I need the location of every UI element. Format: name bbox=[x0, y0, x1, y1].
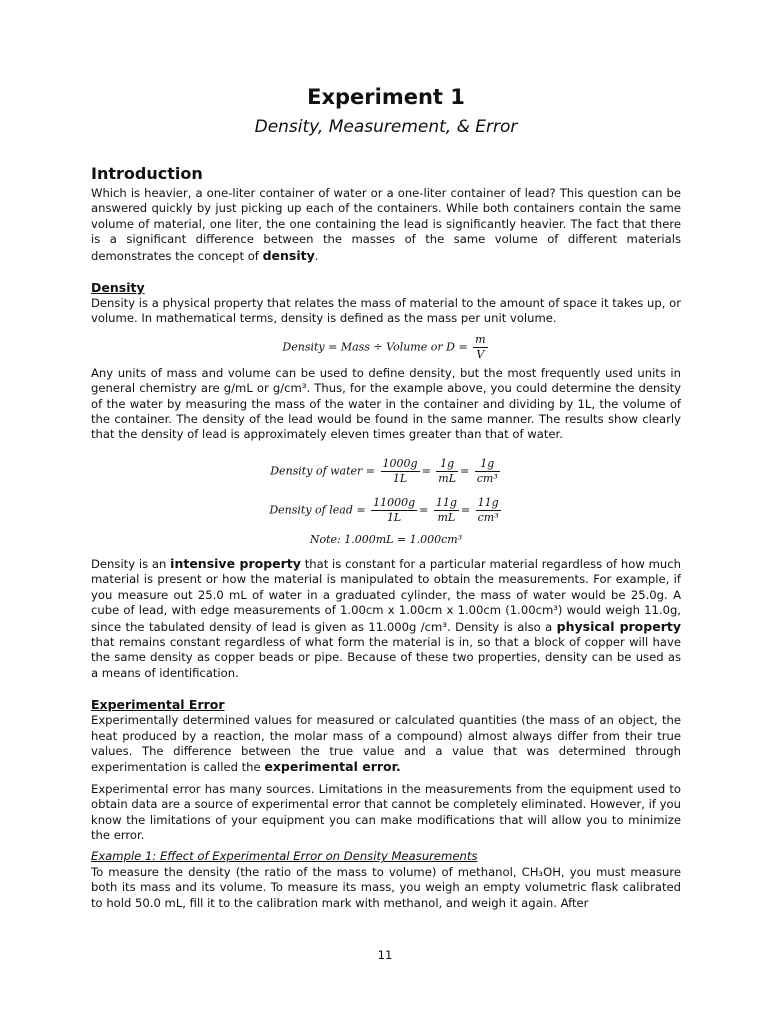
page-title: Experiment 1 bbox=[307, 85, 465, 109]
text-run: Density is an bbox=[91, 556, 171, 571]
density-formula-fraction bbox=[473, 333, 487, 362]
density-heading: Density bbox=[91, 280, 145, 296]
water-equation-label: Density of water = bbox=[270, 464, 376, 478]
water-fraction-2 bbox=[436, 457, 458, 486]
density-formula-left: Density = Mass ÷ Volume or D = bbox=[282, 340, 468, 354]
intro-paragraph bbox=[91, 186, 681, 264]
keyword-experimental-error: experimental error. bbox=[264, 759, 401, 775]
keyword-intensive-property: intensive property bbox=[170, 555, 301, 571]
intro-text-end: . bbox=[314, 248, 319, 263]
density-paragraph-3 bbox=[91, 556, 681, 681]
lead-fraction-1 bbox=[371, 496, 417, 525]
density-paragraph-1: Density is a physical property that relates the mass of material to the amount of space it takes up, or volume. In mathematical terms, density is defined as the mass per unit volume. bbox=[91, 296, 681, 326]
error-paragraph-2: Experimental error has many sources. Limitations in the measurements from the equipment used to obtain data are a source of experimental error that cannot be completely eliminated. However, if you know the limitations of your equipment you can make modifications that will allow you to minimize the error. bbox=[91, 781, 681, 842]
text-run: that remains constant regardless of what form the material is in, so that a block of copper will have the same density as copper beads or pipe. Because of these two properties, density can be used as a means of identification. bbox=[91, 634, 681, 680]
lead-fraction-2 bbox=[434, 496, 459, 525]
intro-keyword-density: density bbox=[262, 247, 315, 263]
error-paragraph-1 bbox=[91, 713, 681, 776]
fraction-numerator: 1g bbox=[436, 457, 458, 472]
lead-density-equation: Density of lead = $\frac{11000g}{1L}$ = $\frac{11g}{mL}$ = $\frac{11g}{\text{cm³}}$ bbox=[269, 495, 499, 524]
fraction-denominator: 1L bbox=[386, 510, 402, 524]
fraction-denominator: V bbox=[476, 347, 485, 361]
density-paragraph-2: Any units of mass and volume can be used to define density, but the most frequently used units in general chemistry are g/mL or g/cm³. Thus, for the example above, you could determine the density of the water by measuring the mass of the water in the container and dividing by 1L, the volume of the container. The density of the lead would be found in the same manner. The results show clearly that the density of lead is approximately eleven times greater than that of water. bbox=[91, 365, 681, 442]
text-run: that is constant for a particular material regardless of how much material is present or how the material is manipulated to obtain the measurements. For example, if you measure out 25.0 mL of water in a graduated cylinder, the mass of water would be 25.0g. A cube of lead, with edge measurements of 1.00cm x 1.00cm x 1.00cm (1.00cm³) would weigh 11.0g, since the tabulated density of lead is given as 11.000g /cm³. Density is also a bbox=[91, 556, 682, 634]
keyword-physical-property: physical property bbox=[556, 618, 681, 634]
page-subtitle: Density, Measurement, & Error bbox=[254, 117, 518, 137]
fraction-denominator: mL bbox=[437, 510, 456, 524]
intro-heading: Introduction bbox=[91, 164, 203, 183]
fraction-denominator: cm³ bbox=[476, 471, 498, 485]
example-1-paragraph: To measure the density (the ratio of the mass to volume) of methanol, CH₃OH, you must measure both its mass and its volume. To measure its mass, you weigh an empty volumetric flask calibrated to hold 50.0 mL, fill it to the calibration mark with methanol, and weigh it again. After bbox=[91, 864, 681, 910]
page-number: 11 bbox=[377, 948, 393, 962]
fraction-numerator: 11000g bbox=[373, 495, 416, 509]
example-1-heading: Example 1: Effect of Experimental Error on Density Measurements bbox=[91, 849, 478, 864]
fraction-denominator: 1L bbox=[392, 471, 408, 485]
fraction-numerator: m bbox=[475, 332, 486, 346]
density-formula bbox=[91, 333, 681, 362]
water-fraction-3 bbox=[475, 457, 500, 486]
document-page bbox=[91, 84, 681, 911]
water-density-equation: Density of water = $\frac{1000g}{1L}$ = $\frac{1g}{mL}$ = $\frac{1g}{\text{cm³}}$ bbox=[270, 456, 498, 485]
volume-note: Note: 1.000mL = 1.000cm³ bbox=[309, 532, 463, 546]
fraction-numerator: 11g bbox=[435, 495, 457, 509]
lead-equation-label: Density of lead = bbox=[269, 503, 366, 517]
fraction-numerator: 1000g bbox=[382, 456, 418, 470]
fraction-numerator: 11g bbox=[477, 495, 499, 509]
lead-fraction-3 bbox=[476, 496, 501, 525]
text-run: Experimentally determined values for measured or calculated quantities (the mass of an object, the heat produced by a reaction, the molar mass of a compound) almost always differ from their true values. The difference between the true value and a value that was determined through experimentation is called the bbox=[91, 713, 681, 775]
fraction-denominator: mL bbox=[438, 471, 457, 485]
water-fraction-1 bbox=[381, 457, 420, 486]
experimental-error-heading: Experimental Error bbox=[91, 697, 225, 713]
fraction-denominator: cm³ bbox=[477, 510, 499, 524]
intro-text: Which is heavier, a one-liter container of water or a one-liter container of lead? This question can be answered quickly by just picking up each of the containers. While both containers contain the same volume of material, one liter, the one containing the lead is significantly heavier. The fact that there is a significant difference between the masses of the same volume of different materials demonstrates the concept of bbox=[91, 186, 681, 263]
fraction-numerator: 1g bbox=[475, 457, 500, 472]
